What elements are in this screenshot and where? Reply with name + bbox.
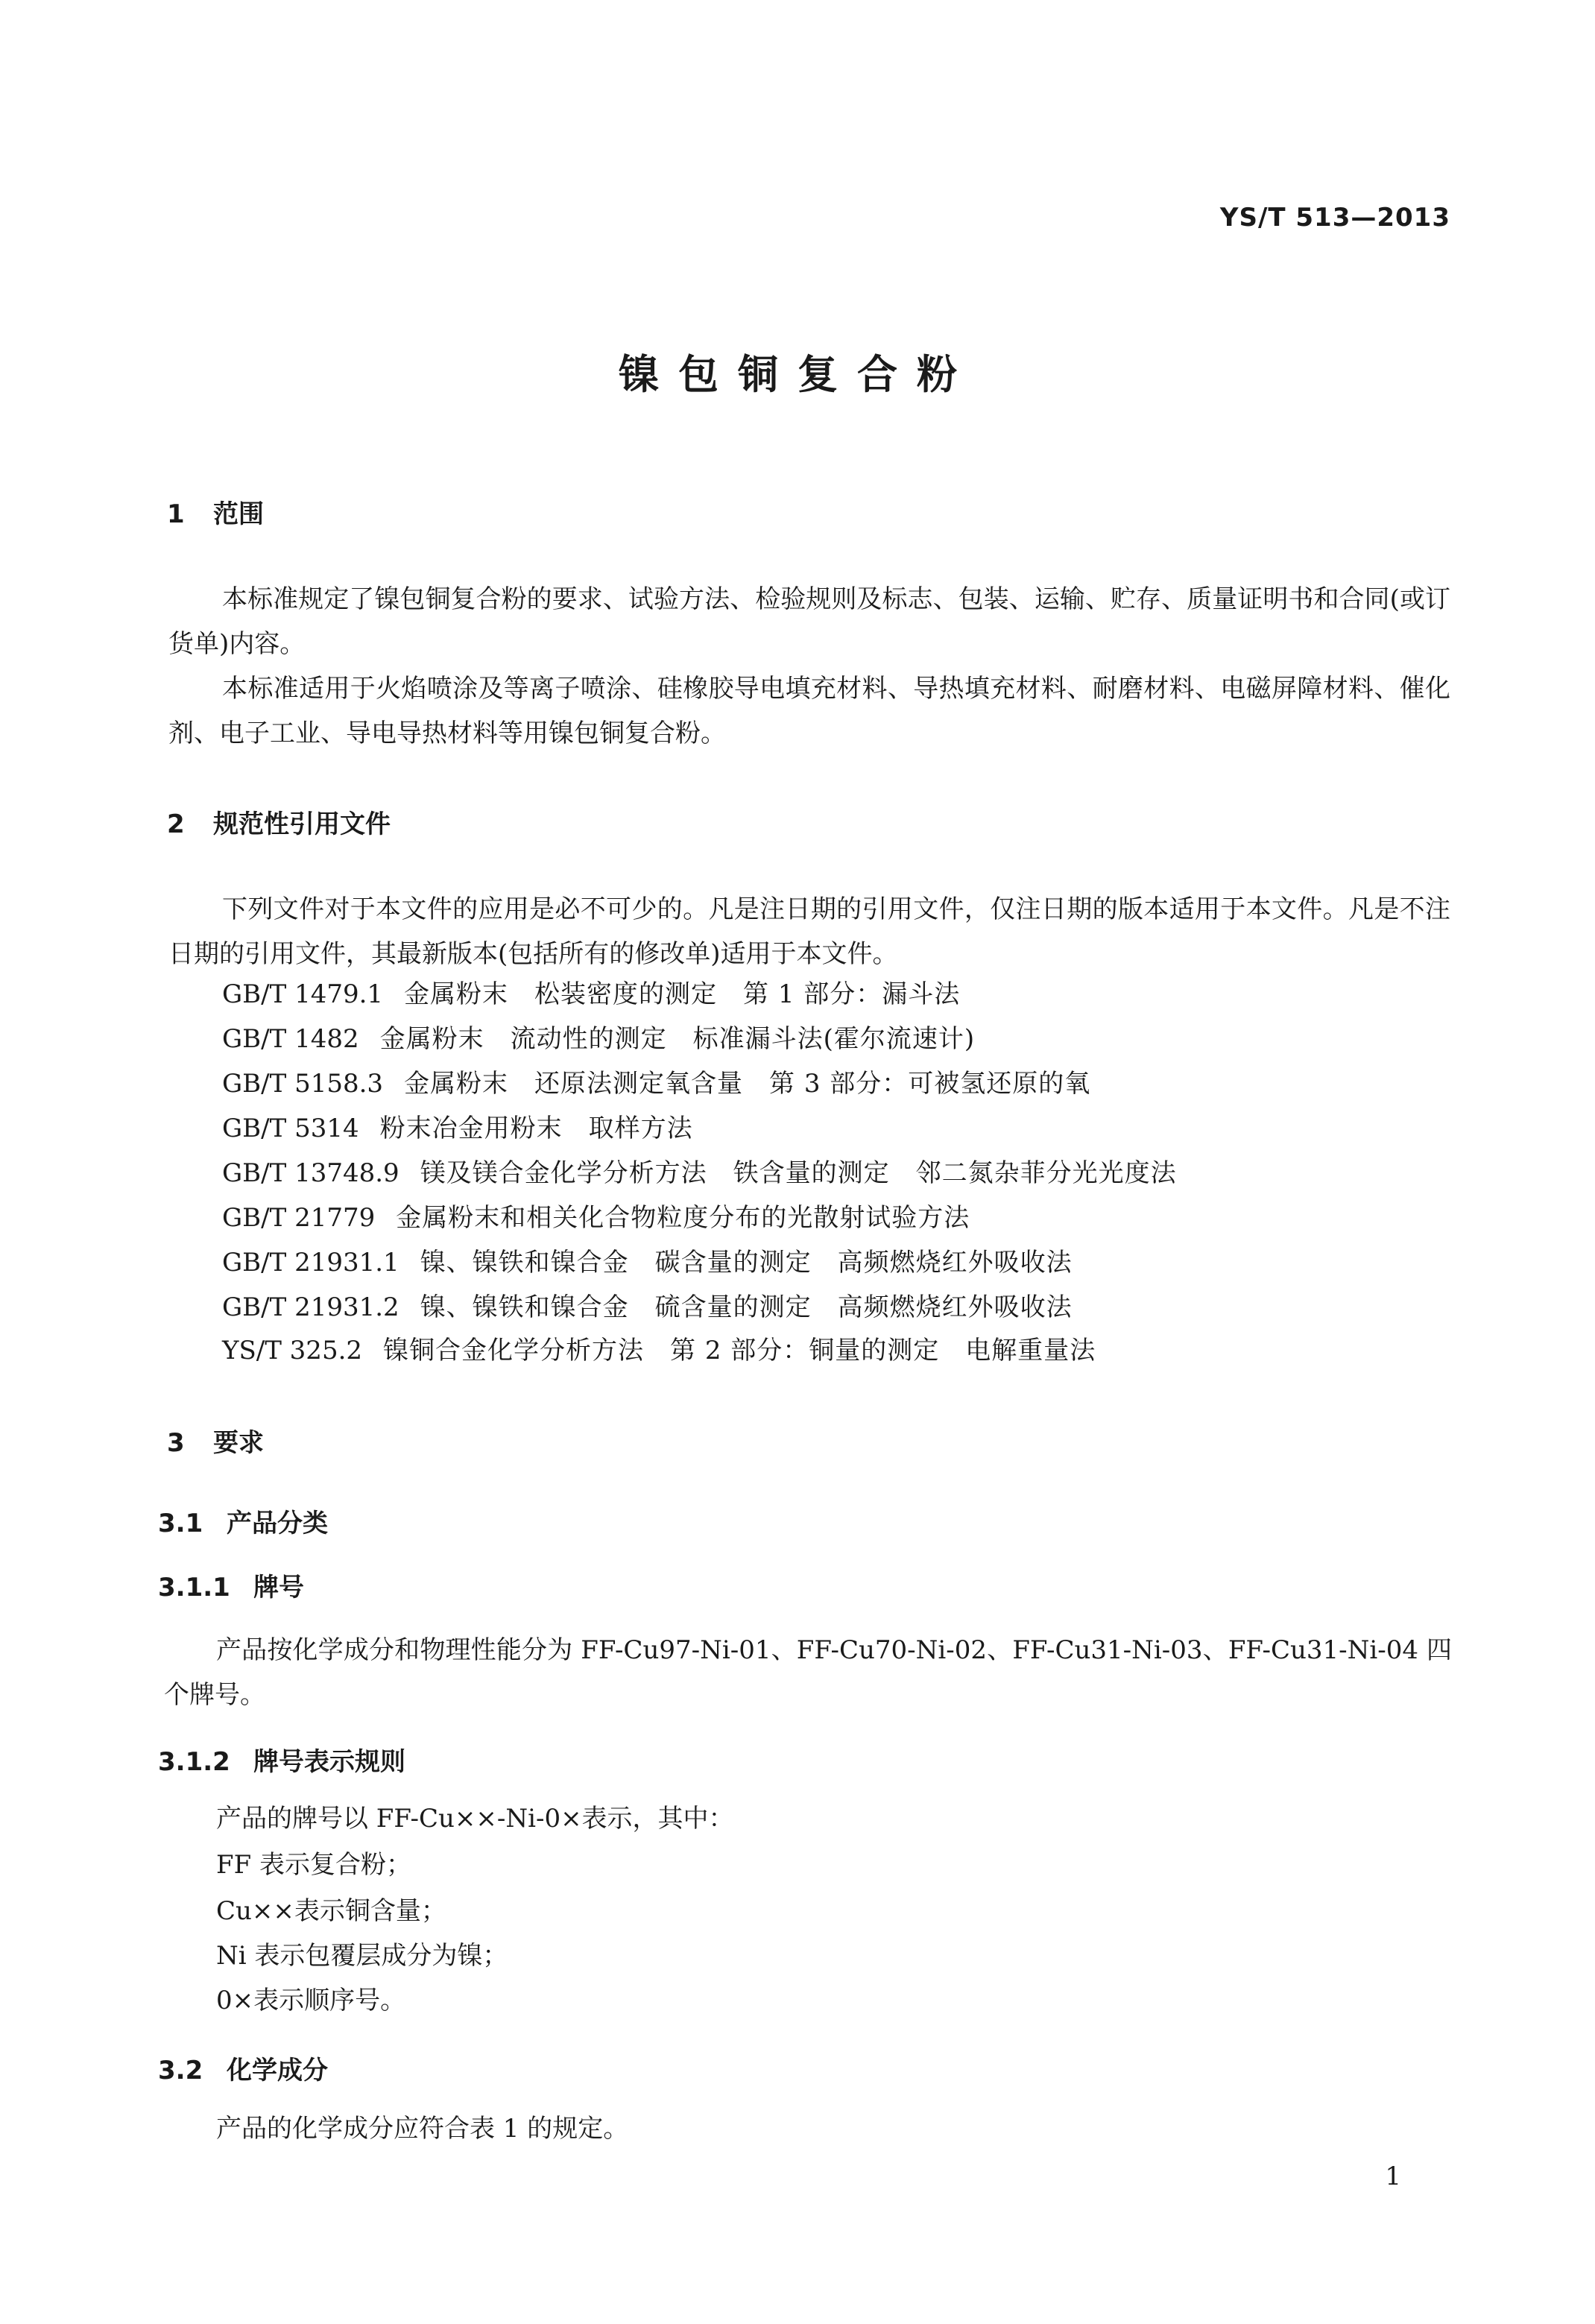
reference-code: GB/T 1479.1 bbox=[222, 979, 384, 1009]
reference-title: 镁及镁合金化学分析方法 铁含量的测定 邻二氮杂菲分光光度法 bbox=[420, 1158, 1177, 1188]
section-number: 3.1.1 bbox=[158, 1573, 230, 1603]
reference-item bbox=[222, 1158, 1177, 1188]
reference-code: GB/T 1482 bbox=[222, 1024, 359, 1054]
reference-code: GB/T 5158.3 bbox=[222, 1069, 384, 1099]
grade-rule-line: Cu××表示铜含量； bbox=[216, 1896, 446, 1926]
reference-code: GB/T 21931.2 bbox=[222, 1292, 399, 1322]
scope-paragraph-1: 本标准规定了镍包铜复合粉的要求、试验方法、检验规则及标志、包装、运输、贮存、质量证明书和合同(或订货单)内容。 bbox=[168, 584, 1450, 659]
reference-item bbox=[222, 979, 960, 1009]
section-title: 要求 bbox=[213, 1428, 264, 1458]
section-3-heading bbox=[167, 1422, 264, 1459]
scope-paragraph-2: 本标准适用于火焰喷涂及等离子喷涂、硅橡胶导电填充材料、导热填充材料、耐磨材料、电磁屏障材料、催化剂、电子工业、导电导热材料等用镍包铜复合粉。 bbox=[168, 674, 1450, 748]
reference-title: 金属粉末 流动性的测定 标准漏斗法(霍尔流速计) bbox=[379, 1024, 976, 1054]
reference-title: 镍、镍铁和镍合金 碳含量的测定 高频燃烧红外吸收法 bbox=[420, 1248, 1073, 1278]
section-number: 3 bbox=[167, 1428, 185, 1458]
page-number: 1 bbox=[1385, 2162, 1401, 2191]
section-title: 产品分类 bbox=[227, 1509, 328, 1538]
reference-item bbox=[222, 1114, 693, 1143]
reference-item bbox=[222, 1203, 970, 1233]
reference-code: GB/T 5314 bbox=[222, 1114, 359, 1143]
reference-item bbox=[222, 1292, 1073, 1322]
standard-code: YS/T 513—2013 bbox=[1219, 203, 1450, 233]
section-3-1-heading bbox=[158, 1503, 328, 1539]
reference-code: GB/T 21931.1 bbox=[222, 1248, 399, 1278]
reference-title: 镍铜合金化学分析方法 第 2 部分：铜量的测定 电解重量法 bbox=[383, 1336, 1096, 1365]
reference-item bbox=[222, 1024, 975, 1054]
section-1-heading bbox=[167, 493, 264, 530]
section-title: 牌号 bbox=[253, 1573, 304, 1603]
reference-item bbox=[222, 1248, 1073, 1278]
reference-title: 金属粉末和相关化合物粒度分布的光散射试验方法 bbox=[396, 1203, 970, 1233]
reference-code: YS/T 325.2 bbox=[222, 1336, 363, 1365]
composition-paragraph: 产品的化学成分应符合表 1 的规定。 bbox=[216, 2114, 629, 2144]
section-3-2-heading bbox=[158, 2050, 328, 2086]
grade-rule-line: 产品的牌号以 FF-Cu××-Ni-0×表示，其中： bbox=[216, 1804, 734, 1834]
section-title: 规范性引用文件 bbox=[213, 809, 391, 839]
reference-title: 粉末冶金用粉末 取样方法 bbox=[379, 1114, 693, 1143]
section-number: 2 bbox=[167, 809, 185, 839]
reference-code: GB/T 13748.9 bbox=[222, 1158, 399, 1188]
section-2-heading bbox=[167, 803, 391, 840]
reference-item bbox=[222, 1336, 1096, 1365]
section-number: 3.1.2 bbox=[158, 1747, 230, 1777]
section-number: 3.2 bbox=[158, 2056, 203, 2085]
grade-rule-line: 0×表示顺序号。 bbox=[216, 1986, 406, 2015]
section-title: 范围 bbox=[213, 499, 264, 529]
section-title: 化学成分 bbox=[227, 2056, 328, 2085]
section-number: 3.1 bbox=[158, 1509, 203, 1538]
section-number: 1 bbox=[167, 499, 185, 529]
section-3-1-2-heading bbox=[158, 1741, 405, 1778]
reference-title: 金属粉末 松装密度的测定 第 1 部分：漏斗法 bbox=[404, 979, 961, 1009]
section-title: 牌号表示规则 bbox=[253, 1747, 405, 1777]
grade-rule-line: FF 表示复合粉； bbox=[216, 1850, 411, 1880]
references-intro: 下列文件对于本文件的应用是必不可少的。凡是注日期的引用文件，仅注日期的版本适用于本文件。凡是不注日期的引用文件，其最新版本(包括所有的修改单)适用于本文件。 bbox=[168, 894, 1450, 969]
section-3-1-1-heading bbox=[158, 1567, 304, 1603]
reference-code: GB/T 21779 bbox=[222, 1203, 376, 1233]
reference-title: 镍、镍铁和镍合金 硫含量的测定 高频燃烧红外吸收法 bbox=[420, 1292, 1073, 1322]
reference-title: 金属粉末 还原法测定氧含量 第 3 部分：可被氢还原的氧 bbox=[404, 1069, 1091, 1099]
reference-item bbox=[222, 1069, 1090, 1099]
grade-paragraph: 产品按化学成分和物理性能分为 FF-Cu97-Ni-01、FF-Cu70-Ni-02、FF-Cu31-Ni-03、FF-Cu31-Ni-04 四个牌号。 bbox=[164, 1635, 1452, 1710]
grade-rule-line: Ni 表示包覆层成分为镍； bbox=[216, 1941, 508, 1971]
document-title: 镍包铜复合粉 bbox=[619, 351, 976, 398]
